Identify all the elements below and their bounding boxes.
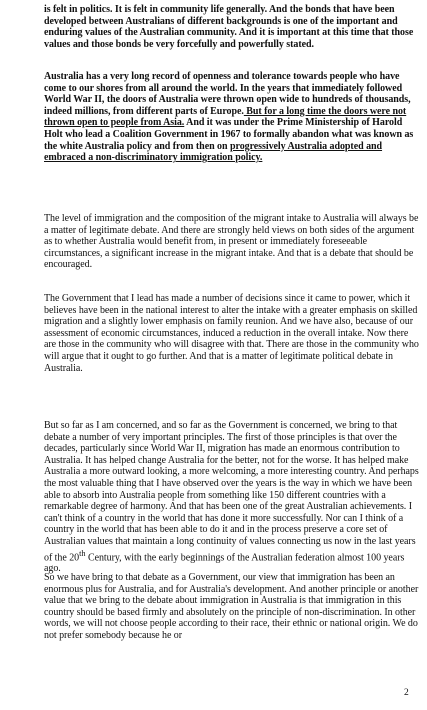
text-run: Century, with the early beginnings of the Australian federation almost 100 years ago. [44, 551, 405, 575]
paragraph-principles [44, 420, 420, 575]
paragraph-government-decisions: The Government that I lead has made a number of decisions since it came to power, which it believes have been in the national interest to alter the intake with a greater emphasis on skilled migration and a slightly lower emphasis on family reunion. And we have also, because of our assessment of economic circumstances, induced a reduction in the overall intake. Now there are those in the community who will disagree with that. There are those in the community who will argue that it ought to go further. And that is a matter of legitimate political debate in Australia. [44, 293, 419, 374]
page-number: 2 [404, 688, 409, 698]
paragraph-openness [44, 71, 420, 164]
underlined-text: But for a long time the doors were not thrown open to people from Asia. [44, 105, 407, 129]
text-run: But so far as I am concerned, and so far as the Government is concerned, we bring to that debate a number of very important principles. The first of those principles is that over the decades, particularly since World War II, migration has made an enormous contribution to Australia. It has helped change Australia for the better, not for the worse. It has helped make Australia a more outward looking, a more welcoming, a more interesting country. And perhaps the most valuable thing that I have observed over the years is the way in which we have been able to absorb into Australia people from something like 150 different countries with a remarkable degree of harmony. And that has been one of the great Australian achievements. I can't think of a country in the world that has done it more successfully. Nor can I think of a country in the world that has been able to do it and in the process preserve a core set of Australian values that maintain a long continuity of values connecting us now in the last years of the 20 [44, 420, 419, 563]
text-run: Australia has a very long record of openness and tolerance towards people who have come to our shores from all around the world. In the years that immediately followed World War II, the doors of Australia were thrown open wide to hundreds of thousands, indeed millions, from different parts of Europe. [44, 71, 411, 117]
paragraph-non-discrimination: So we have bring to that debate as a Government, our view that immigration has been an enormous plus for Australia, and for Australia's development. And another principle or another value that we bring to the debate about immigration in Australia is that immigration in this country should be based firmly and absolutely on the principle of non-discrimination. In other words, we will not choose people according to their race, their ethnic or national origin. We do not prefer somebody because he or [44, 572, 419, 641]
superscript: th [79, 548, 86, 558]
text-run: And it was under the Prime Ministership of Harold Holt who lead a Coalition Government in 1967 to formally abandon what was known as the white Australia policy and from then on [44, 117, 414, 152]
paragraph-immigration-level: The level of immigration and the composition of the migrant intake to Australia will always be a matter of legitimate debate. And there are strongly held views on both sides of the argument as to whether Australia would benefit from, in present or immediately foreseeable circumstances, a significant increase in the migrant intake. And that is a debate that should be encouraged. [44, 213, 419, 271]
underlined-text: progressively Australia adopted and embraced a non-discriminatory immigration policy. [44, 140, 383, 164]
paragraph-continuation: is felt in politics. It is felt in community life generally. And the bonds that have been developed between Australians of different backgrounds is one of the important and enduring values of the Australian community. And it is important at this time that those values and those bonds be very forcefully and powerfully stated. [44, 4, 414, 50]
